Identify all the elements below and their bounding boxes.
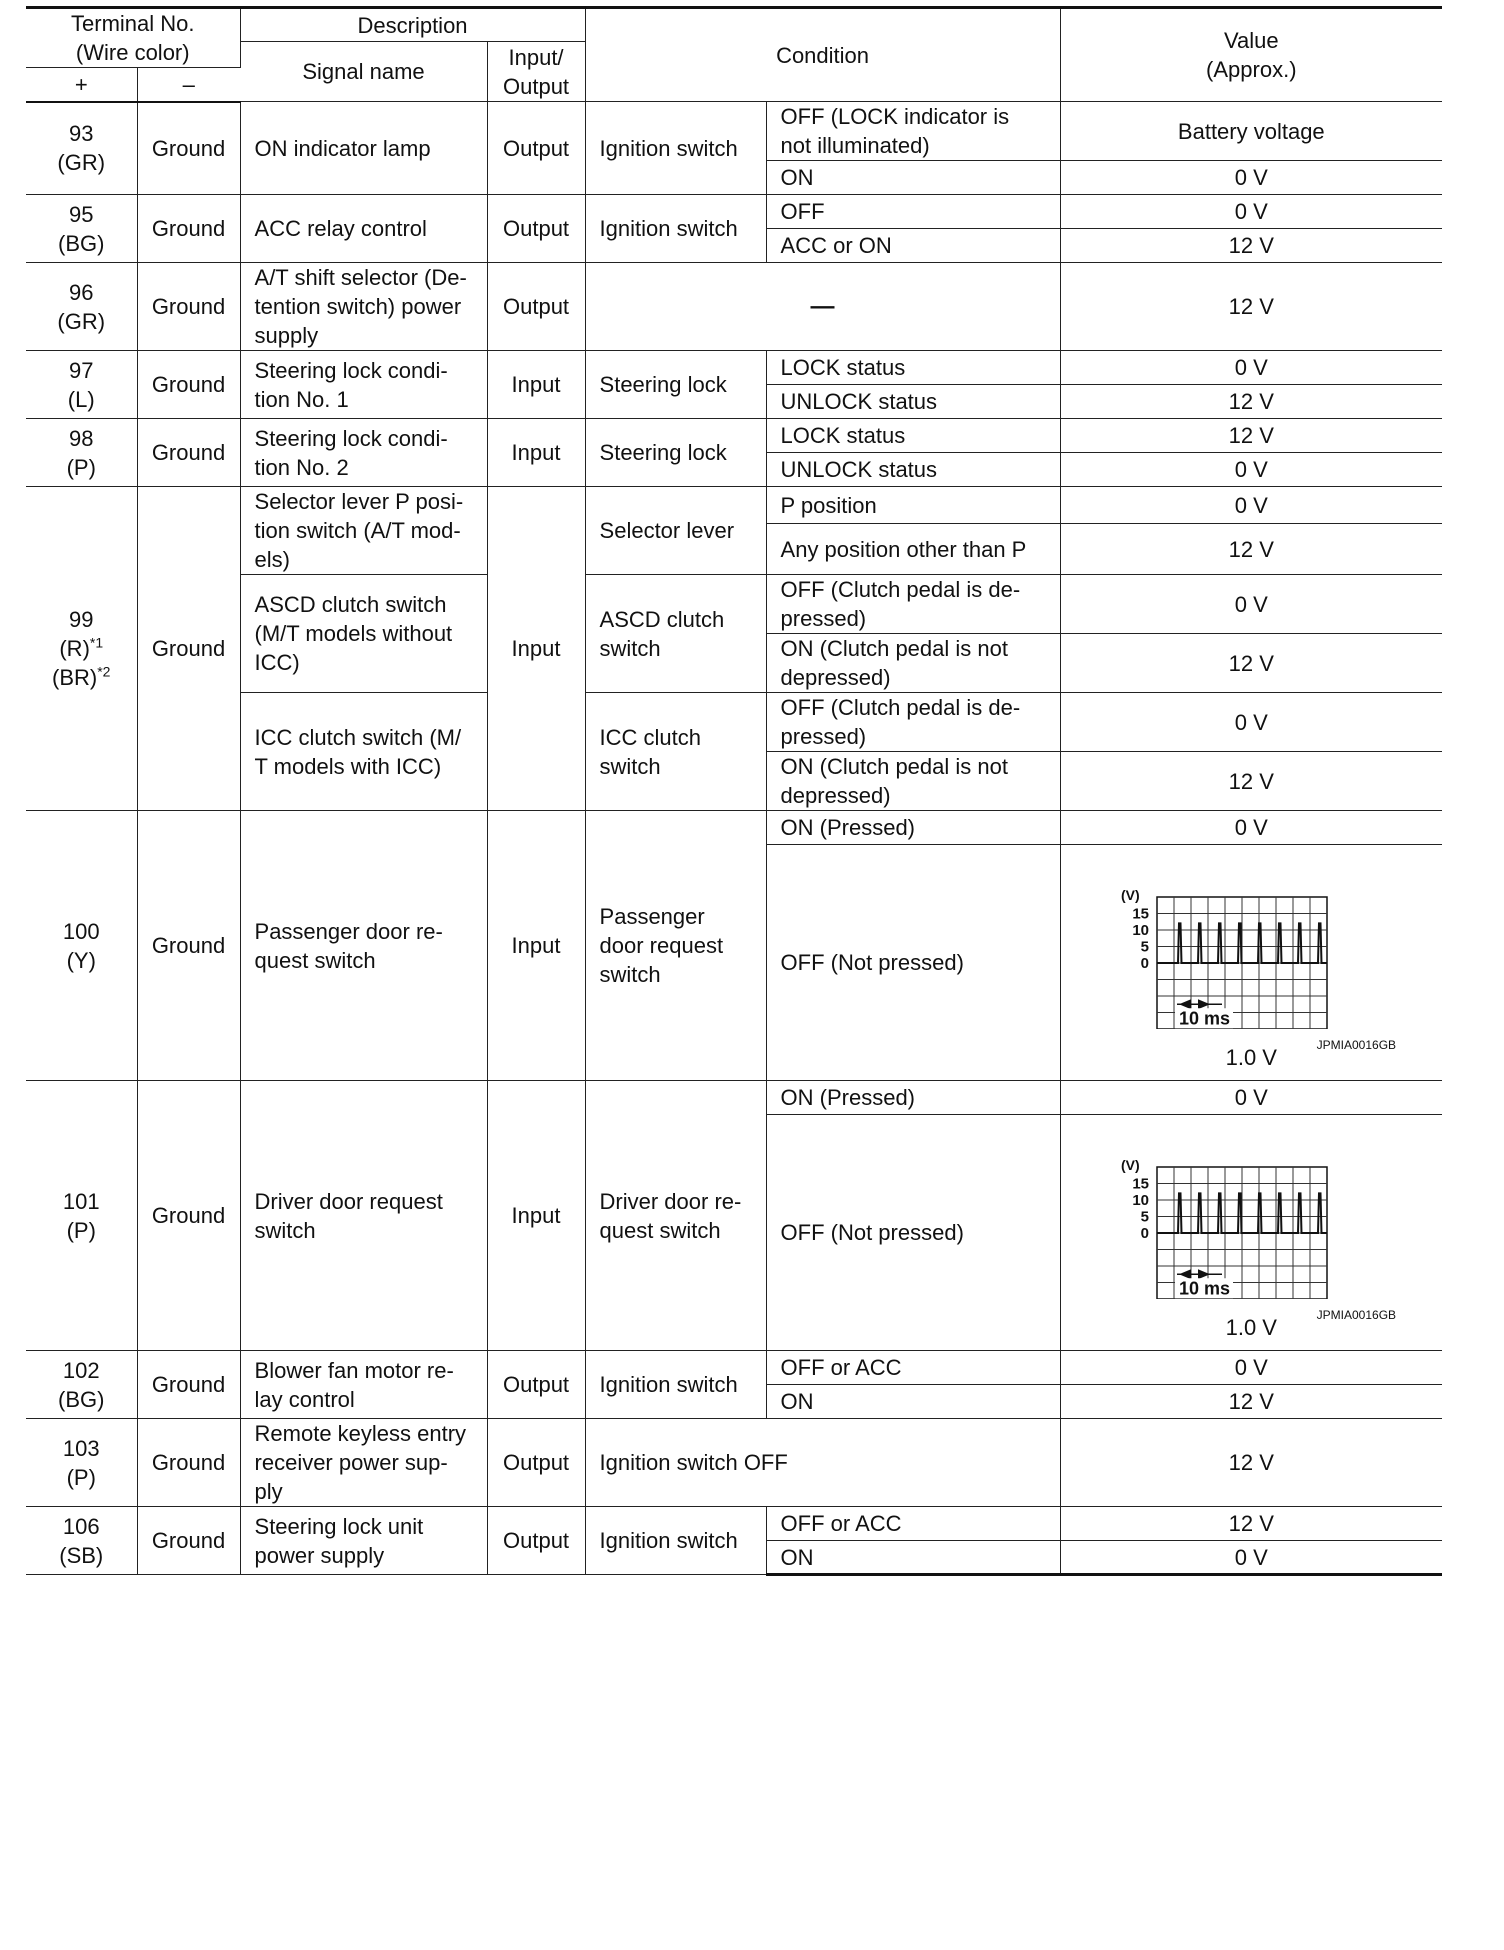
y-tick-label: 15 [1131, 1175, 1149, 1193]
sub-condition: ON [766, 1541, 1060, 1575]
value: 12 V [1060, 263, 1442, 351]
value: 1.0 V [1225, 1045, 1277, 1070]
value: 12 V [1060, 229, 1442, 263]
ground-cell: Ground [137, 1351, 240, 1419]
terminal-spec-table [26, 6, 1442, 1576]
sub-condition: OFF (Not pressed) [766, 845, 1060, 1081]
value: 0 V [1060, 1081, 1442, 1115]
value: 12 V [1060, 1507, 1442, 1541]
condition: Steering lock [585, 351, 766, 419]
condition: Selector lever [585, 487, 766, 575]
sub-condition: OFF (Clutch pedal is de-pressed) [766, 693, 1060, 752]
oscilloscope-waveform [1119, 1159, 1329, 1299]
value: 12 V [1060, 419, 1442, 453]
value: 12 V [1060, 752, 1442, 811]
sub-condition: ON [766, 161, 1060, 195]
oscilloscope-waveform [1119, 889, 1329, 1029]
ground-cell: Ground [137, 195, 240, 263]
input-output: Output [487, 1351, 585, 1419]
sub-condition: UNLOCK status [766, 453, 1060, 487]
value: 0 V [1060, 575, 1442, 634]
input-output: Input [487, 1081, 585, 1351]
value: 0 V [1060, 351, 1442, 385]
header-value: Value (Approx.) [1060, 8, 1442, 102]
sub-condition: ON (Pressed) [766, 1081, 1060, 1115]
value: 12 V [1060, 524, 1442, 575]
ground-cell: Ground [137, 351, 240, 419]
condition: Ignition switch [585, 1507, 766, 1575]
header-description: Description [240, 8, 585, 42]
y-tick-label: 10 [1131, 922, 1149, 939]
figure-code: JPMIA0016GB [1316, 1038, 1397, 1052]
condition: Ignition switch OFF [585, 1419, 1060, 1507]
sub-condition: ACC or ON [766, 229, 1060, 263]
figure-code: JPMIA0016GB [1316, 1308, 1397, 1322]
signal-name: Selector lever P posi-tion switch (A/T mod-els) [240, 487, 487, 575]
header-condition: Condition [585, 8, 1060, 102]
waveform-cell [1060, 845, 1442, 1081]
condition: ICC clutch switch [585, 693, 766, 811]
terminal-101: 101 (P) [26, 1081, 137, 1351]
terminal-96: 96 (GR) [26, 263, 137, 351]
condition-none: — [585, 263, 1060, 351]
ground-cell: Ground [137, 1507, 240, 1575]
value: 12 V [1060, 1419, 1442, 1507]
condition: Passenger door request switch [585, 811, 766, 1081]
value: 0 V [1060, 161, 1442, 195]
header-minus: – [137, 68, 240, 102]
time-scale-label: 10 ms [1178, 1278, 1230, 1299]
condition: Ignition switch [585, 195, 766, 263]
signal-name: ON indicator lamp [240, 102, 487, 195]
terminal-102: 102 (BG) [26, 1351, 137, 1419]
value: 12 V [1060, 634, 1442, 693]
input-output: Input [487, 351, 585, 419]
sub-condition: Any position other than P [766, 524, 1060, 575]
header-terminal: Terminal No. (Wire color) [26, 8, 240, 68]
value: Battery voltage [1060, 102, 1442, 161]
ground-cell: Ground [137, 487, 240, 811]
header-input-output: Input/ Output [487, 42, 585, 102]
input-output: Output [487, 195, 585, 263]
y-tick-label: 0 [1140, 955, 1149, 972]
sub-condition: OFF [766, 195, 1060, 229]
terminal-106: 106 (SB) [26, 1507, 137, 1575]
input-output: Input [487, 487, 585, 811]
terminal-95: 95 (BG) [26, 195, 137, 263]
input-output: Output [487, 263, 585, 351]
value: 0 V [1060, 487, 1442, 524]
sub-condition: OFF or ACC [766, 1351, 1060, 1385]
ground-cell: Ground [137, 1081, 240, 1351]
ground-cell: Ground [137, 263, 240, 351]
input-output: Input [487, 419, 585, 487]
sub-condition: UNLOCK status [766, 385, 1060, 419]
signal-name: ASCD clutch switch (M/T models without ICC) [240, 575, 487, 693]
signal-name: ICC clutch switch (M/ T models with ICC) [240, 693, 487, 811]
signal-name: Passenger door re-quest switch [240, 811, 487, 1081]
waveform-cell [1060, 1115, 1442, 1351]
sub-condition: ON (Clutch pedal is not depressed) [766, 634, 1060, 693]
header-signal-name: Signal name [240, 42, 487, 102]
y-unit-label: (V) [1120, 889, 1140, 903]
signal-name: A/T shift selector (De-tention switch) power supply [240, 263, 487, 351]
value: 0 V [1060, 693, 1442, 752]
input-output: Output [487, 1419, 585, 1507]
signal-name: ACC relay control [240, 195, 487, 263]
ground-cell: Ground [137, 419, 240, 487]
signal-name: Blower fan motor re-lay control [240, 1351, 487, 1419]
ground-cell: Ground [137, 1419, 240, 1507]
input-output: Input [487, 811, 585, 1081]
signal-name: Remote keyless entry receiver power sup-ply [240, 1419, 487, 1507]
input-output: Output [487, 102, 585, 195]
condition: Steering lock [585, 419, 766, 487]
signal-name: Steering lock condi-tion No. 2 [240, 419, 487, 487]
terminal-100: 100 (Y) [26, 811, 137, 1081]
sub-condition: OFF (LOCK indicator is not illuminated) [766, 102, 1060, 161]
sub-condition: OFF (Clutch pedal is de-pressed) [766, 575, 1060, 634]
sub-condition: LOCK status [766, 419, 1060, 453]
ground-cell: Ground [137, 811, 240, 1081]
value: 0 V [1060, 1541, 1442, 1575]
value: 0 V [1060, 1351, 1442, 1385]
input-output: Output [487, 1507, 585, 1575]
y-tick-label: 5 [1140, 1208, 1149, 1226]
signal-name: Steering lock condi-tion No. 1 [240, 351, 487, 419]
condition: ASCD clutch switch [585, 575, 766, 693]
value: 0 V [1060, 195, 1442, 229]
sub-condition: LOCK status [766, 351, 1060, 385]
header-plus: + [26, 68, 137, 102]
sub-condition: ON [766, 1385, 1060, 1419]
value: 12 V [1060, 385, 1442, 419]
y-tick-label: 15 [1131, 905, 1149, 923]
terminal-99: 99 $(R)^{*1}$ (BR)$^{*2}$ [26, 487, 137, 811]
signal-name: Driver door request switch [240, 1081, 487, 1351]
ground-cell: Ground [137, 102, 240, 195]
signal-name: Steering lock unit power supply [240, 1507, 487, 1575]
sub-condition: ON (Clutch pedal is not depressed) [766, 752, 1060, 811]
y-tick-label: 0 [1140, 1225, 1149, 1242]
condition: Ignition switch [585, 1351, 766, 1419]
terminal-93: 93 (GR) [26, 102, 137, 195]
sub-condition: ON (Pressed) [766, 811, 1060, 845]
terminal-97: 97 (L) [26, 351, 137, 419]
terminal-103: 103 (P) [26, 1419, 137, 1507]
terminal-98: 98 (P) [26, 419, 137, 487]
y-tick-label: 10 [1131, 1192, 1149, 1209]
sub-condition: P position [766, 487, 1060, 524]
value: 1.0 V [1225, 1315, 1277, 1340]
value: 0 V [1060, 811, 1442, 845]
y-tick-label: 5 [1140, 938, 1149, 956]
condition: Driver door re-quest switch [585, 1081, 766, 1351]
y-unit-label: (V) [1120, 1159, 1140, 1173]
sub-condition: OFF or ACC [766, 1507, 1060, 1541]
value: 12 V [1060, 1385, 1442, 1419]
time-scale-label: 10 ms [1178, 1008, 1230, 1029]
value: 0 V [1060, 453, 1442, 487]
sub-condition: OFF (Not pressed) [766, 1115, 1060, 1351]
condition: Ignition switch [585, 102, 766, 195]
